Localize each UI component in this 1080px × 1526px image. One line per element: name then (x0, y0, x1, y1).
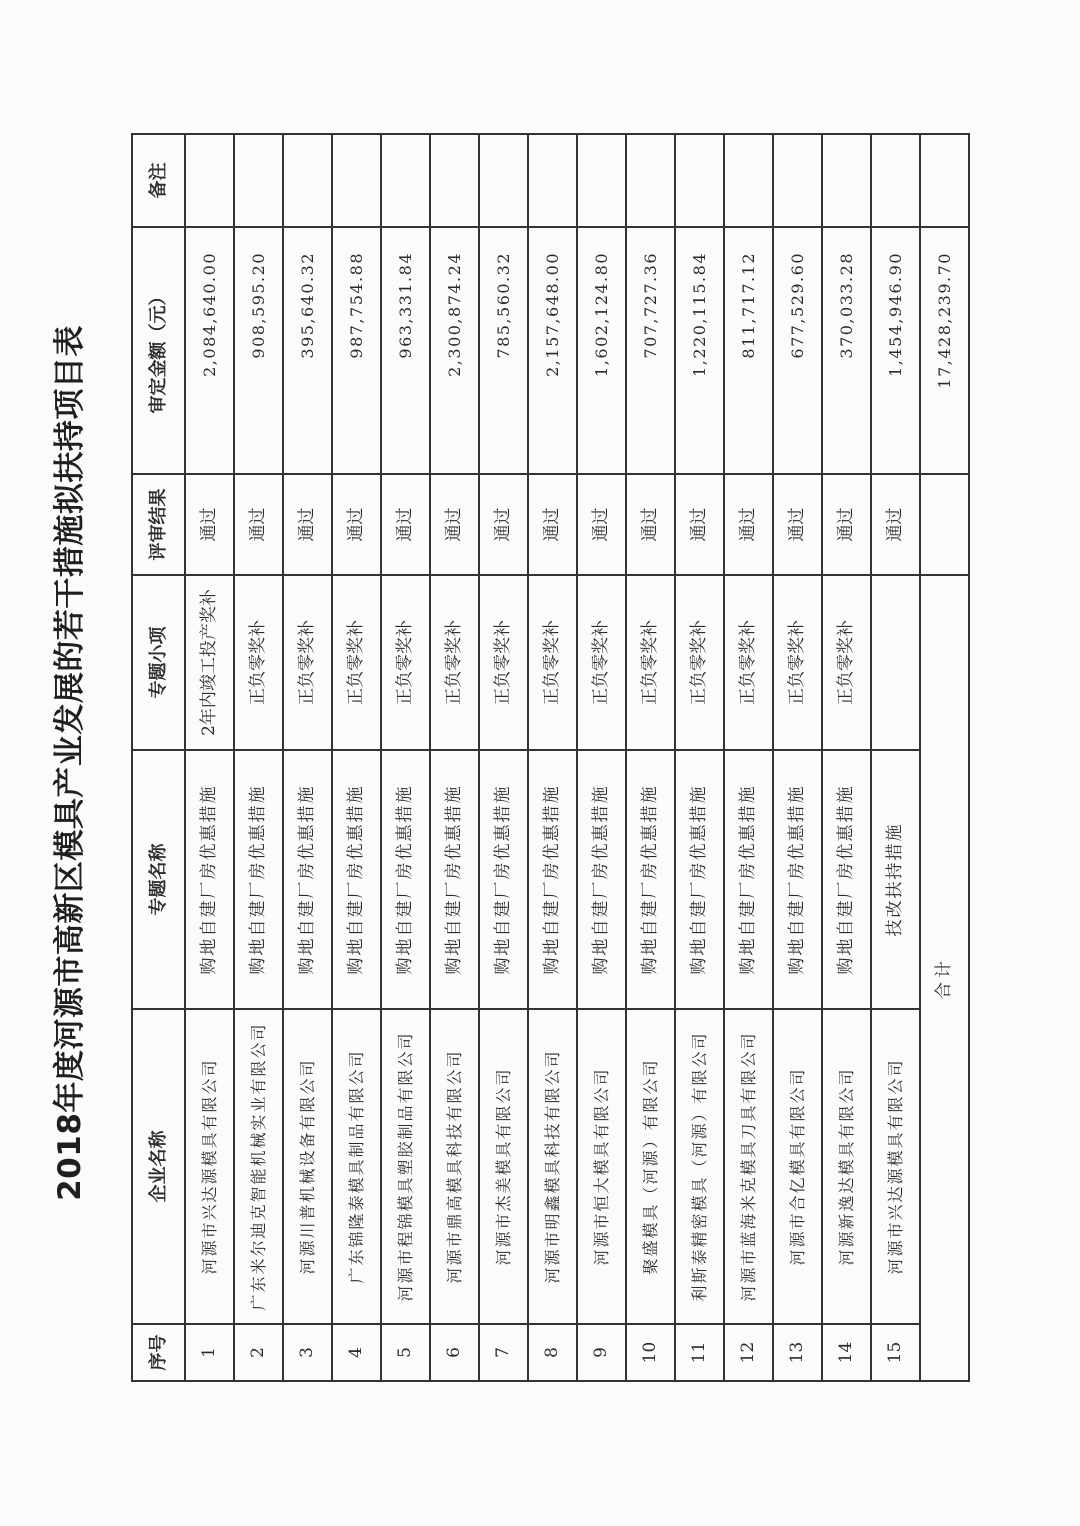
row-seq: 13 (773, 1324, 822, 1381)
row-subitem: 正负零奖补 (626, 575, 675, 750)
row-company: 河源市兴达源模具有限公司 (185, 1009, 234, 1324)
row-topic: 购地自建厂房优惠措施 (577, 750, 626, 1009)
row-topic: 购地自建厂房优惠措施 (479, 750, 528, 1009)
row-topic: 购地自建厂房优惠措施 (430, 750, 479, 1009)
support-projects-table (131, 133, 970, 1382)
row-remark (234, 134, 283, 227)
row-company: 河源新逸达模具有限公司 (822, 1009, 871, 1324)
row-amount: 1,602,124.80 (577, 227, 626, 474)
row-company: 河源市合亿模具有限公司 (773, 1009, 822, 1324)
row-remark (871, 134, 920, 227)
row-result: 通过 (773, 474, 822, 575)
row-amount: 707,727.36 (626, 227, 675, 474)
table-row (479, 134, 528, 1381)
row-seq: 4 (332, 1324, 381, 1381)
row-amount: 395,640.32 (283, 227, 332, 474)
row-result: 通过 (528, 474, 577, 575)
row-subitem (871, 575, 920, 750)
row-result: 通过 (185, 474, 234, 575)
table-row (577, 134, 626, 1381)
row-topic: 购地自建厂房优惠措施 (822, 750, 871, 1009)
row-result: 通过 (430, 474, 479, 575)
row-remark (822, 134, 871, 227)
row-subitem: 正负零奖补 (479, 575, 528, 750)
table-row (675, 134, 724, 1381)
row-company: 河源市蓝海米克模具刀具有限公司 (724, 1009, 773, 1324)
table-row (430, 134, 479, 1381)
row-result: 通过 (626, 474, 675, 575)
row-seq: 15 (871, 1324, 920, 1381)
row-topic: 购地自建厂房优惠措施 (234, 750, 283, 1009)
row-company: 广东锦隆泰模具制品有限公司 (332, 1009, 381, 1324)
table-row (724, 134, 773, 1381)
row-amount: 908,595.20 (234, 227, 283, 474)
row-subitem: 正负零奖补 (283, 575, 332, 750)
row-seq: 5 (381, 1324, 430, 1381)
row-amount: 677,529.60 (773, 227, 822, 474)
row-remark (381, 134, 430, 227)
column-header-topic: 专题名称 (132, 750, 185, 1009)
row-seq: 14 (822, 1324, 871, 1381)
row-amount: 2,084,640.00 (185, 227, 234, 474)
row-result: 通过 (822, 474, 871, 575)
row-company: 河源市程锦模具塑胶制品有限公司 (381, 1009, 430, 1324)
table-row (332, 134, 381, 1381)
row-subitem: 正负零奖补 (381, 575, 430, 750)
row-subitem: 正负零奖补 (234, 575, 283, 750)
column-header-seq: 序号 (132, 1324, 185, 1381)
row-result: 通过 (479, 474, 528, 575)
row-result: 通过 (332, 474, 381, 575)
column-header-company: 企业名称 (132, 1009, 185, 1324)
row-seq: 10 (626, 1324, 675, 1381)
row-subitem: 正负零奖补 (675, 575, 724, 750)
table-row (871, 134, 920, 1381)
row-company: 河源市明鑫模具科技有限公司 (528, 1009, 577, 1324)
row-seq: 12 (724, 1324, 773, 1381)
row-remark (675, 134, 724, 227)
document-title: 2018年度河源市高新区模具产业发展的若干措施拟扶持项目表 (52, 325, 88, 1201)
row-company: 聚盛模具（河源）有限公司 (626, 1009, 675, 1324)
row-company: 河源市兴达源模具有限公司 (871, 1009, 920, 1324)
total-label: 合计 (920, 575, 969, 1381)
row-amount: 811,717.12 (724, 227, 773, 474)
total-amount: 17,428,239.70 (920, 227, 969, 474)
row-company: 河源市恒大模具有限公司 (577, 1009, 626, 1324)
row-seq: 8 (528, 1324, 577, 1381)
row-remark (283, 134, 332, 227)
total-result-cell (920, 474, 969, 575)
row-result: 通过 (283, 474, 332, 575)
row-topic: 购地自建厂房优惠措施 (675, 750, 724, 1009)
row-seq: 7 (479, 1324, 528, 1381)
total-row (920, 134, 969, 1381)
table-header-row (132, 134, 185, 1381)
row-subitem: 正负零奖补 (528, 575, 577, 750)
row-company: 利斯泰精密模具（河源）有限公司 (675, 1009, 724, 1324)
row-seq: 6 (430, 1324, 479, 1381)
row-company: 河源市鼎高模具科技有限公司 (430, 1009, 479, 1324)
column-header-remark: 备注 (132, 134, 185, 227)
row-topic: 购地自建厂房优惠措施 (283, 750, 332, 1009)
row-result: 通过 (381, 474, 430, 575)
row-company: 广东米尔迪克智能机械实业有限公司 (234, 1009, 283, 1324)
total-remark-cell (920, 134, 969, 227)
row-remark (430, 134, 479, 227)
column-header-result: 评审结果 (132, 474, 185, 575)
row-subitem: 2年内竣工投产奖补 (185, 575, 234, 750)
row-remark (528, 134, 577, 227)
row-seq: 1 (185, 1324, 234, 1381)
row-topic: 购地自建厂房优惠措施 (185, 750, 234, 1009)
row-amount: 987,754.88 (332, 227, 381, 474)
row-seq: 9 (577, 1324, 626, 1381)
table-row (283, 134, 332, 1381)
row-subitem: 正负零奖补 (724, 575, 773, 750)
table-row (822, 134, 871, 1381)
row-seq: 3 (283, 1324, 332, 1381)
row-amount: 1,220,115.84 (675, 227, 724, 474)
row-topic: 技改扶持措施 (871, 750, 920, 1009)
table-row (234, 134, 283, 1381)
row-result: 通过 (724, 474, 773, 575)
row-subitem: 正负零奖补 (430, 575, 479, 750)
row-seq: 2 (234, 1324, 283, 1381)
column-header-subitem: 专题小项 (132, 575, 185, 750)
row-company: 河源市杰美模具有限公司 (479, 1009, 528, 1324)
table-row (626, 134, 675, 1381)
row-result: 通过 (675, 474, 724, 575)
table-row (185, 134, 234, 1381)
column-header-amount: 审定金额（元） (132, 227, 185, 474)
row-result: 通过 (577, 474, 626, 575)
row-seq: 11 (675, 1324, 724, 1381)
row-subitem: 正负零奖补 (822, 575, 871, 750)
row-topic: 购地自建厂房优惠措施 (626, 750, 675, 1009)
row-amount: 2,300,874.24 (430, 227, 479, 474)
row-remark (185, 134, 234, 227)
row-remark (332, 134, 381, 227)
row-subitem: 正负零奖补 (577, 575, 626, 750)
row-amount: 963,331.84 (381, 227, 430, 474)
row-subitem: 正负零奖补 (332, 575, 381, 750)
table-body (185, 134, 969, 1381)
row-amount: 785,560.32 (479, 227, 528, 474)
row-result: 通过 (871, 474, 920, 575)
row-topic: 购地自建厂房优惠措施 (724, 750, 773, 1009)
row-topic: 购地自建厂房优惠措施 (773, 750, 822, 1009)
row-remark (577, 134, 626, 227)
row-remark (724, 134, 773, 227)
table-row (528, 134, 577, 1381)
row-amount: 370,033.28 (822, 227, 871, 474)
row-company: 河源川普机械设备有限公司 (283, 1009, 332, 1324)
row-topic: 购地自建厂房优惠措施 (381, 750, 430, 1009)
row-remark (479, 134, 528, 227)
row-subitem: 正负零奖补 (773, 575, 822, 750)
row-remark (626, 134, 675, 227)
row-result: 通过 (234, 474, 283, 575)
row-amount: 1,454,946.90 (871, 227, 920, 474)
row-topic: 购地自建厂房优惠措施 (332, 750, 381, 1009)
table-row (381, 134, 430, 1381)
row-remark (773, 134, 822, 227)
row-topic: 购地自建厂房优惠措施 (528, 750, 577, 1009)
row-amount: 2,157,648.00 (528, 227, 577, 474)
table-row (773, 134, 822, 1381)
